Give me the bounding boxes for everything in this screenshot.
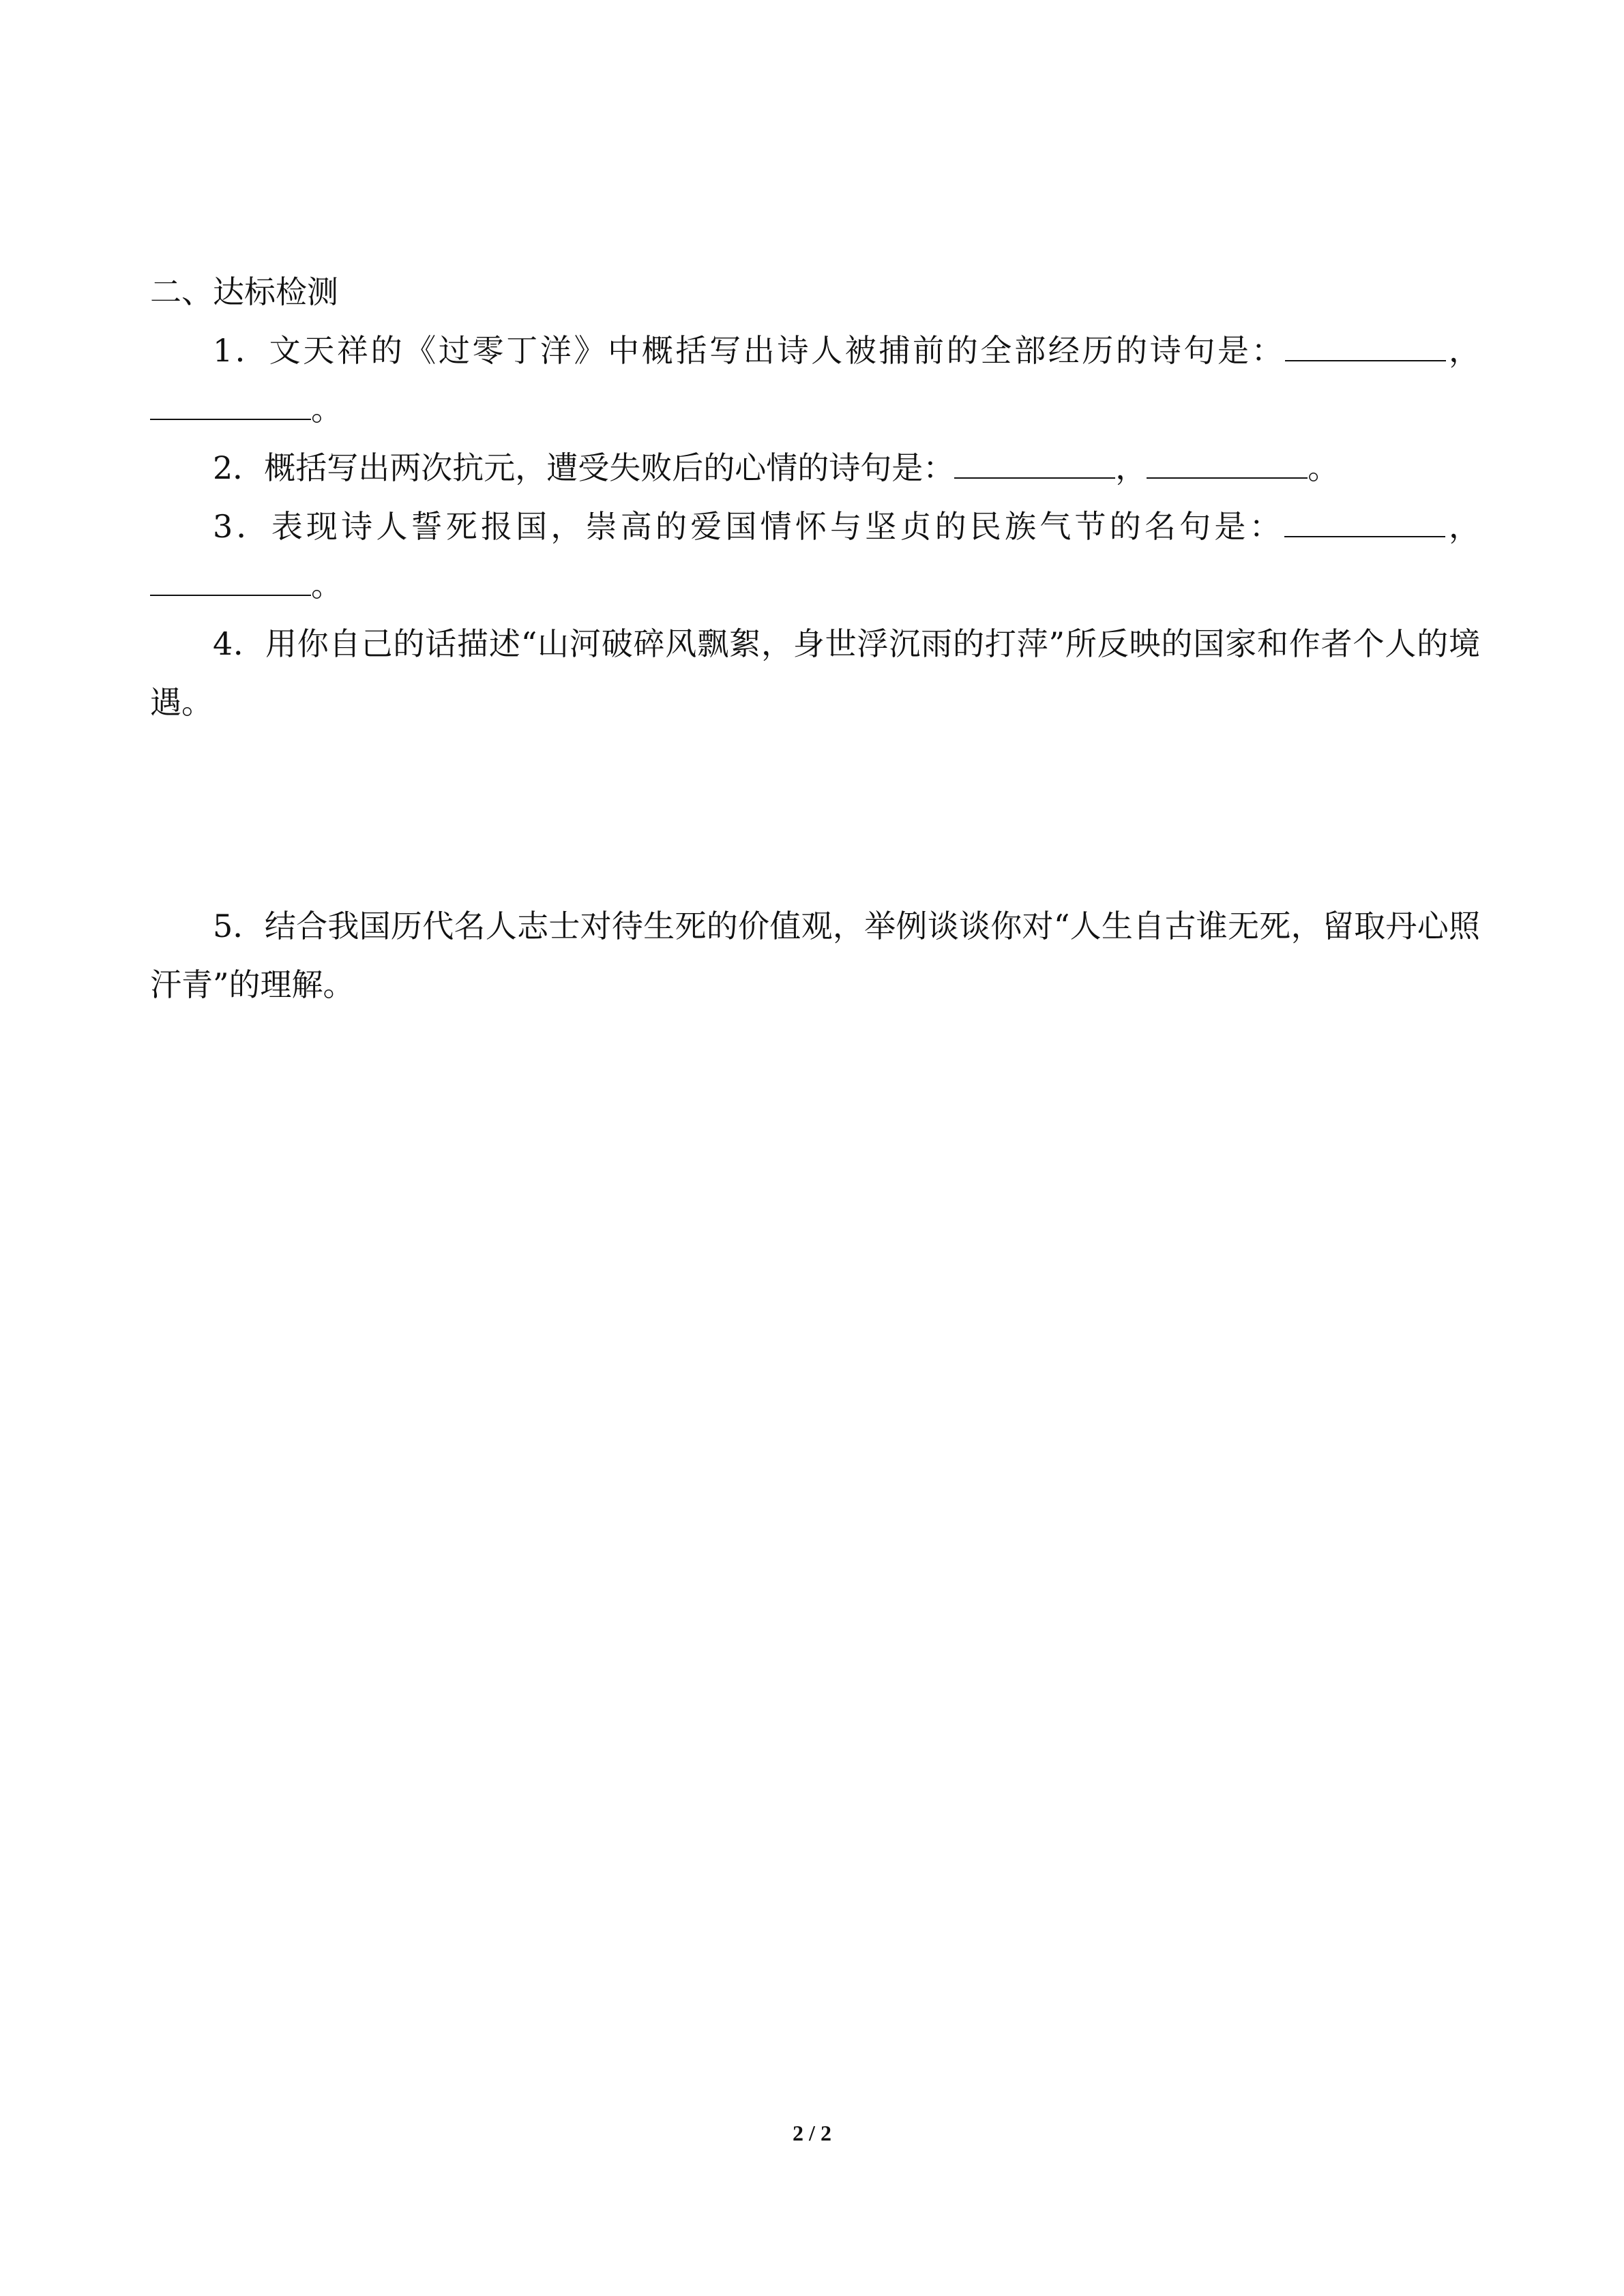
question-1-blank-1[interactable] [1285, 333, 1446, 361]
question-5-text: 结合我国历代名人志士对待生死的价值观，举例谈谈你对“人生自古谁无死，留取丹心照汗青”的理解。 [150, 908, 1480, 1003]
question-4-number: 4． [213, 625, 265, 662]
question-2 [150, 438, 1480, 497]
question-3-blank-1[interactable] [1284, 509, 1445, 537]
worksheet-content [150, 263, 1480, 1014]
question-2-blank-1[interactable] [954, 450, 1115, 479]
question-2-period: 。 [1308, 449, 1340, 486]
question-5-number: 5． [213, 908, 265, 944]
question-1-number: 1． [213, 332, 269, 369]
question-2-comma: ， [1115, 449, 1147, 486]
question-3-comma: ， [1445, 508, 1480, 545]
question-2-text: 概括写出两次抗元，遭受失败后的心情的诗句是： [264, 449, 955, 486]
question-4 [150, 614, 1480, 732]
question-1-period: 。 [311, 391, 342, 428]
question-5 [150, 897, 1480, 1014]
question-3-text: 表现诗人誓死报国，崇高的爱国情怀与坚贞的民族气节的名句是： [271, 508, 1284, 545]
page-number: 2 / 2 [793, 2121, 831, 2145]
question-1 [150, 321, 1480, 438]
section-heading: 二、达标检测 [150, 273, 338, 310]
question-4-text: 用你自己的话描述“山河破碎风飘絮，身世浮沉雨的打萍”所反映的国家和作者个人的境遇。 [150, 625, 1480, 721]
question-2-blank-2[interactable] [1147, 450, 1308, 479]
question-3-number: 3． [213, 508, 271, 545]
question-4-answer-area[interactable] [150, 732, 1480, 897]
question-3 [150, 497, 1480, 614]
question-1-comma: ， [1446, 332, 1481, 369]
question-3-blank-2[interactable] [150, 567, 311, 596]
question-3-period: 。 [311, 567, 342, 603]
question-1-text: 文天祥的《过零丁洋》中概括写出诗人被捕前的全部经历的诗句是： [269, 332, 1286, 369]
question-1-blank-2[interactable] [150, 391, 311, 420]
question-2-number: 2． [213, 449, 265, 486]
